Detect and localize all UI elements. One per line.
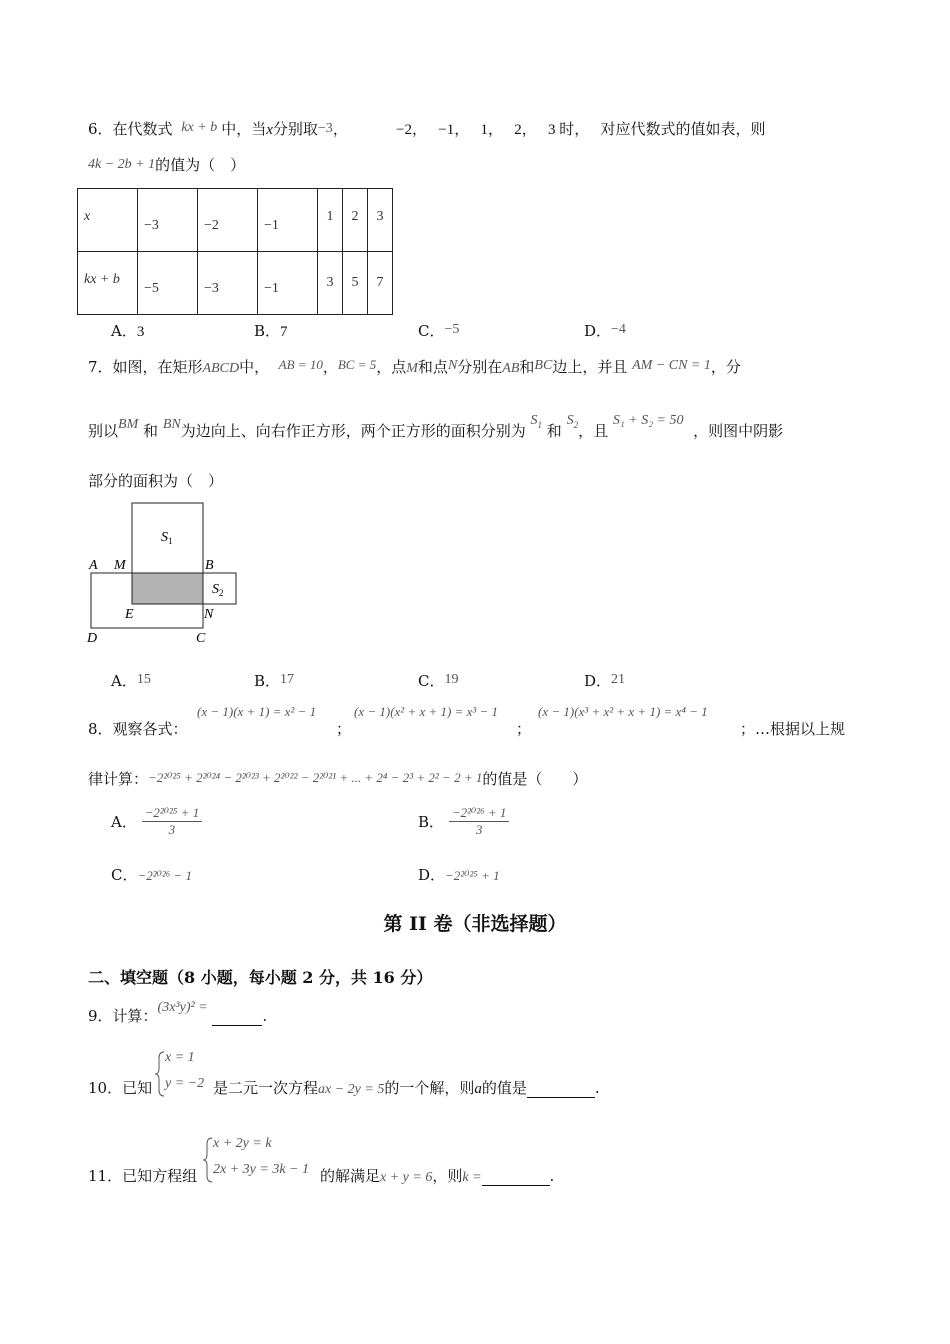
q8-formula-2: (x − 1)(x² + x + 1) = x³ − 1 (354, 704, 499, 719)
q6-value: −2 (396, 122, 412, 138)
q7-option-c[interactable]: C．19 (418, 672, 459, 690)
q7-abcd: ABCD (202, 361, 240, 376)
q8-sep: ； (516, 720, 532, 738)
q8-option-d[interactable]: D．−2²⁰²⁵ + 1 (418, 866, 500, 884)
q8-series: −2²⁰²⁵ + 2²⁰²⁴ − 2²⁰²³ + 2²⁰²² − 2²⁰²¹ + ... + 2⁴ − 2³ + 2² − 2 + 1 (148, 770, 483, 785)
label-s2: $S_2$ (212, 582, 224, 598)
q7-figure (84, 500, 254, 648)
q8-formula-3: (x − 1)(x³ + x² + x + 1) = x⁴ − 1 (538, 704, 708, 719)
q6-text: 对应代数式的值如表，则 (600, 120, 766, 138)
q7-bc-eq: BC = 5 (337, 357, 377, 372)
q6-value: 1 (480, 122, 488, 138)
q6-var-x: x (266, 122, 273, 138)
q6-option-d[interactable]: D．−4 (584, 322, 626, 340)
q7-option-a[interactable]: A．15 (111, 672, 151, 690)
q10: 10．已知 (88, 1079, 153, 1097)
label-m: M (114, 558, 126, 573)
q10-sys-2: y = −2 (165, 1076, 205, 1091)
table-cell: x (78, 189, 138, 252)
section2-heading: 二、填空题（8 小题，每小题 2 分，共 16 分） (88, 968, 433, 987)
table-cell: −3 (198, 252, 258, 315)
q6-value: −1 (438, 122, 455, 138)
q7-option-d[interactable]: D．21 (584, 672, 626, 690)
q6-line1 (88, 118, 348, 139)
q6-value: 3 时， (548, 122, 590, 138)
table-cell: 5 (343, 252, 368, 315)
q10-answer-blank[interactable] (527, 1079, 595, 1098)
table-cell: −1 (258, 189, 318, 252)
q9-answer-blank[interactable] (212, 1007, 262, 1026)
q9-expr: (3x³y)² = (157, 1000, 208, 1015)
table-cell: −5 (138, 252, 198, 315)
q9: 9．计算：(3x³y)² = . (88, 1000, 268, 1025)
q6-values: −2， −1， 1， 2， 3 时， 对应代数式的值如表，则 (396, 120, 766, 138)
q6-value: 2 (514, 122, 522, 138)
q6-expr-4k: 4k − 2b + 1 (88, 157, 156, 172)
table-cell: 3 (318, 252, 343, 315)
q6-option-a[interactable]: A．3 (111, 322, 145, 340)
q11-cond: x + y = 6 (380, 1170, 433, 1185)
q6-option-c[interactable]: C．−5 (418, 322, 460, 340)
table-cell: −1 (258, 252, 318, 315)
q6-sep: ， (332, 120, 348, 138)
q11-rest: 的解满足x + y = 6，则k = . (320, 1167, 555, 1185)
shaded-region (132, 573, 203, 604)
q7-line3: 部分的面积为（ ） (88, 472, 224, 490)
q8-option-b[interactable]: B． $\frac{\text{−2²⁰²⁶ + 1}}{3}$ (418, 805, 509, 838)
table-cell: kx + b (78, 252, 138, 315)
q8-option-c[interactable]: C．−2²⁰²⁶ − 1 (111, 866, 193, 884)
q11-sys-2: 2x + 3y = 3k − 1 (213, 1162, 309, 1177)
table-cell: −2 (198, 189, 258, 252)
q8-line2: 律计算：−2²⁰²⁵ + 2²⁰²⁴ − 2²⁰²³ + 2²⁰²² − 2²⁰²¹ + ... + 2⁴ − 2³ + 2² − 2 + 1的值是（ ） (88, 770, 588, 788)
label-a: A (89, 558, 98, 573)
label-s1: $S_1$ (161, 530, 173, 546)
q6-expr-kx-b: kx + b (181, 120, 218, 135)
q11-text: 11．已知方程组 (88, 1167, 198, 1185)
q7-ab-eq: AB = 10 (278, 357, 323, 372)
label-b: B (205, 558, 214, 573)
q8-sep: ； (336, 720, 352, 738)
q6-text: 中，当 (221, 120, 267, 138)
q6-value-table (77, 188, 393, 315)
q7-sum-eq: S₁ + S₂ = 50 (612, 413, 684, 428)
q6-line2 (88, 154, 245, 175)
q11-answer-blank[interactable] (482, 1167, 550, 1186)
label-c: C (196, 631, 206, 646)
q6-text: 6．在代数式 (88, 120, 173, 138)
q8-formula-1: (x − 1)(x + 1) = x² − 1 (197, 704, 317, 719)
table-cell: 7 (368, 252, 393, 315)
table-cell: 2 (343, 189, 368, 252)
table-cell: 3 (368, 189, 393, 252)
label-n: N (204, 607, 214, 622)
part2-title: 第 II 卷（非选择题） (383, 913, 567, 935)
q8-text: ；…根据以上规 (740, 720, 846, 738)
q6-value: −3 (317, 121, 333, 136)
label-d: D (87, 631, 98, 646)
q8-line1-label: 8．观察各式： (88, 720, 188, 738)
q10-eq: ax − 2y = 5 (318, 1082, 385, 1097)
table-cell: −3 (138, 189, 198, 252)
q11-sys-1: x + 2y = k (213, 1136, 272, 1151)
q7-line2: 别以BM 和 BN为边向上、向右作正方形，两个正方形的面积分别为 $S_1$ 和 $S_2$，且 S₁ + S₂ = 50 ，则图中阴影 (88, 413, 784, 440)
q10-rest: 是二元一次方程ax − 2y = 5的一个解，则a的值是 . (213, 1079, 600, 1097)
q7-line1: 7．如图，在矩形ABCD中， AB = 10，BC = 5，点M和点N分别在AB和BC边上，并且 AM − CN = 1，分 (88, 357, 741, 376)
q8-option-a[interactable]: A． $\frac{\text{−2²⁰²⁵ + 1}}{3}$ (111, 805, 202, 838)
q6-option-b[interactable]: B．7 (254, 322, 288, 340)
label-e: E (125, 607, 134, 622)
q6-text: 的值为（ ） (155, 156, 246, 174)
q7-am-cn: AM − CN = 1 (632, 358, 711, 373)
q6-text: 分别取 (272, 120, 318, 138)
table-cell: 1 (318, 189, 343, 252)
q10-sys-1: x = 1 (165, 1050, 195, 1065)
q7-option-b[interactable]: B．17 (254, 672, 295, 690)
